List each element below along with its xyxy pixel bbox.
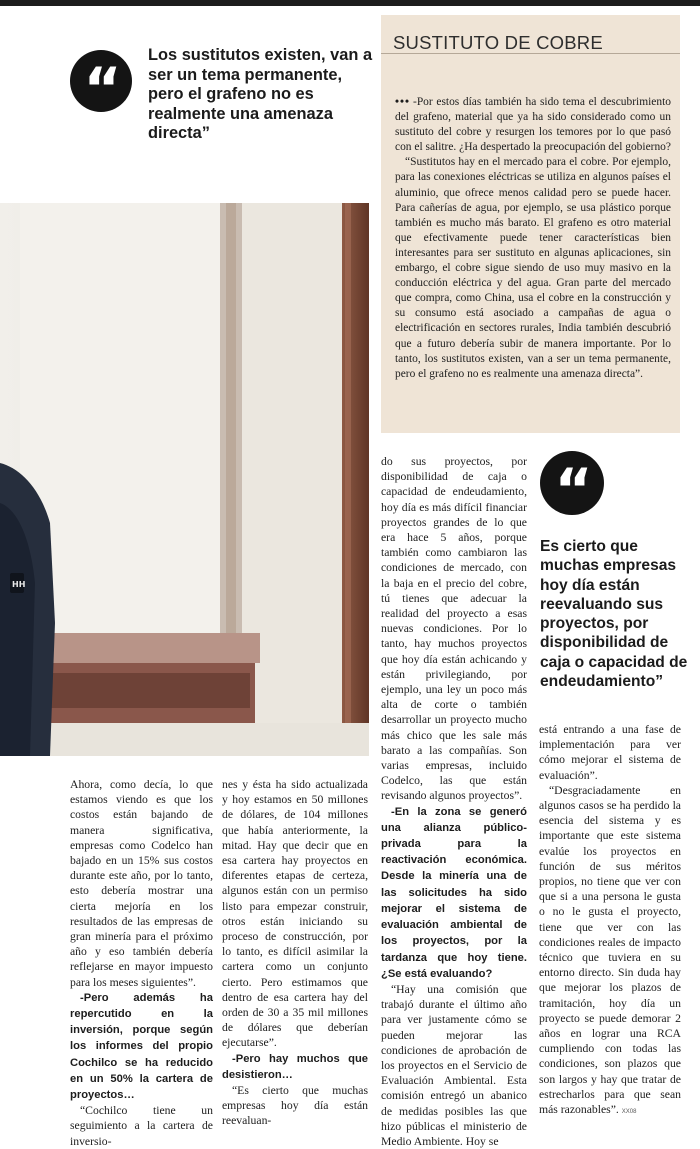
top-rule: [0, 0, 700, 6]
paragraph: nes y ésta ha sido actualizada y hoy estamos en 50 millones de dólares, de 104 millones que había anteriormente, la mitad. Hay que decir que en esa cartera hay proyectos en diferentes etapas de certeza, algunos están con un permiso listo para empezar construir, otros están iniciando su proceso de construcción, por lo tanto, es difícil asimilar la cartera como un conjunto cierto. Pero estimamos que dentro de esa cartera hay del orden de 30 a 35 mil millones de dólares que deberían ejecutarse”.: [222, 778, 368, 1050]
sidebar-box: [381, 15, 680, 433]
question: -En la zona se generó una alianza público-privada para la reactivación económica. Desde la minería una de las solicitudes ha sido mejorar el sistema de evaluación ambiental de los proyectos, por la tardanza que hoy tiene. ¿Se está evaluando?: [381, 805, 527, 980]
paragraph: do sus proyectos, por disponibilidad de caja o capacidad de endeudamiento, hoy día es más difícil financiar proyectos grandes de lo que era hace 5 años, porque también como cambiaron las condiciones de mercado, con la baja en el precio del cobre, tú tienes que adecuar la realidad del proyecto a esas nuevas condiciones. Por lo tanto, hay muchos proyectos que hoy día están achicando y están privilegiando, por ejemplo, una ley un poco más alta de corte o también desarrollar un proyecto mucho más chico que les sale más barato a las compañías. Son varias empresas, incluido Codelco, las que están revisando algunos proyectos”.: [381, 455, 527, 803]
sidebar-answer: “Sustitutos hay en el mercado para el cobre. Por ejemplo, para las conexiones eléctricas se utiliza en algunos países el aluminio, que ofrece menos calidad pero se puede hacer. Para cañerías de agua, por ejemplo, se usa plástico porque también es mucho más barato. El grafeno es otro material que efectivamente puede tener características bien interesantes para ser sustituto en algunas aplicaciones, sin embargo, el cobre sigue siendo de uso muy masivo en la conducción eléctrica y del agua. Gran parte del mercado que compra, como China, usa el cobre en la construcción y su consumo está asociado a campañas de agua o electrificación en sectores rurales, India también descubrió que a futuro debería subir de manera importante. Por lo tanto, los sustitutos existen, van a ser un tema permanente, pero el grafeno no es realmente una amenaza directa”.: [395, 156, 671, 380]
article-column-2: [222, 777, 368, 1129]
pull-quote-right: Es cierto que muchas empresas hoy día están reevaluando sus proyectos, por disponibilidad de caja o capacidad de endeudamiento”: [540, 538, 688, 691]
sidebar-question: ••• -Por estos días también ha sido tema el descubrimiento del grafeno, material que ya ha sido considerado como un sustituto del cobre y resurgen los temores por lo que pasó con el salitre. ¿Ha despertado la preocupación del gobierno?: [395, 96, 671, 154]
paragraph: Ahora, como decía, lo que estamos viendo es que los costos están bajando de manera significativa, empresas como Codelco han bajado en un 15% sus costos durante este año, por lo tanto, esto debería mostrar una cierta mejoría en los resultados de las empresas de gran minería para el próximo año y eso también debería reflejarse en mayor impuesto para los meses siguientes”.: [70, 778, 213, 989]
article-column-1: [70, 777, 213, 1149]
sidebar-body: [395, 95, 671, 382]
bullet-dots: •••: [395, 96, 411, 108]
pull-quote-top: Los sustitutos existen, van a ser un tema permanente, pero el grafeno no es realmente una amenaza directa”: [148, 46, 373, 143]
article-column-4: [539, 722, 681, 1120]
article-end-tag: XX08: [621, 1109, 637, 1116]
question: -Pero además ha repercutido en la inversión, porque según los informes del propio Cochilco se ha reducido en un 50% la cartera de proyectos…: [70, 991, 213, 1102]
interview-photo: [0, 203, 369, 756]
jacket-logo: HH: [12, 580, 26, 589]
quote-mark-icon: “: [540, 451, 604, 515]
paragraph: “Es cierto que muchas empresas hoy día están reevaluan-: [222, 1084, 368, 1128]
article-column-3: [381, 454, 527, 1149]
paragraph: “Desgraciadamente en algunos casos se ha perdido la esencia del sistema y es importante que este sistema evalúe los proyectos en función de sus méritos propios, no tiene que ver con que si a una persona le gusta o no le gusta el proyecto, tiene que ver con las condiciones reales de impacto técnico que tuviera en su entorno directo. Sin duda hay que mejorar los plazos de tramitación, hoy día un proyecto se puede demorar 2 años en lograr una RCA cumpliendo con todas las condiciones, son plazos que son largos y hay que tratar de estrecharlos para que sean más razonables”. XX08: [539, 783, 681, 1117]
sidebar-heading: SUSTITUTO DE COBRE: [381, 15, 680, 54]
paragraph: “Hay una comisión que trabajó durante el último año para ver justamente cómo se pueden mejorar las condiciones de aprobación de los proyectos en el Servicio de Evaluación Ambiental. Esta comisión entregó un abanico de medidas posibles las que hizo públicas el ministerio de Medio Ambiente. Hoy se: [381, 982, 527, 1148]
question: -Pero hay muchos que desistieron…: [222, 1052, 368, 1081]
paragraph: está entrando a una fase de implementación para ver cómo mejorar el sistema de evaluación”.: [539, 723, 681, 782]
paragraph: “Cochilco tiene un seguimiento a la cartera de inversio-: [70, 1104, 213, 1148]
quote-mark-icon: “: [70, 50, 132, 112]
photo-illustration: [0, 203, 369, 756]
